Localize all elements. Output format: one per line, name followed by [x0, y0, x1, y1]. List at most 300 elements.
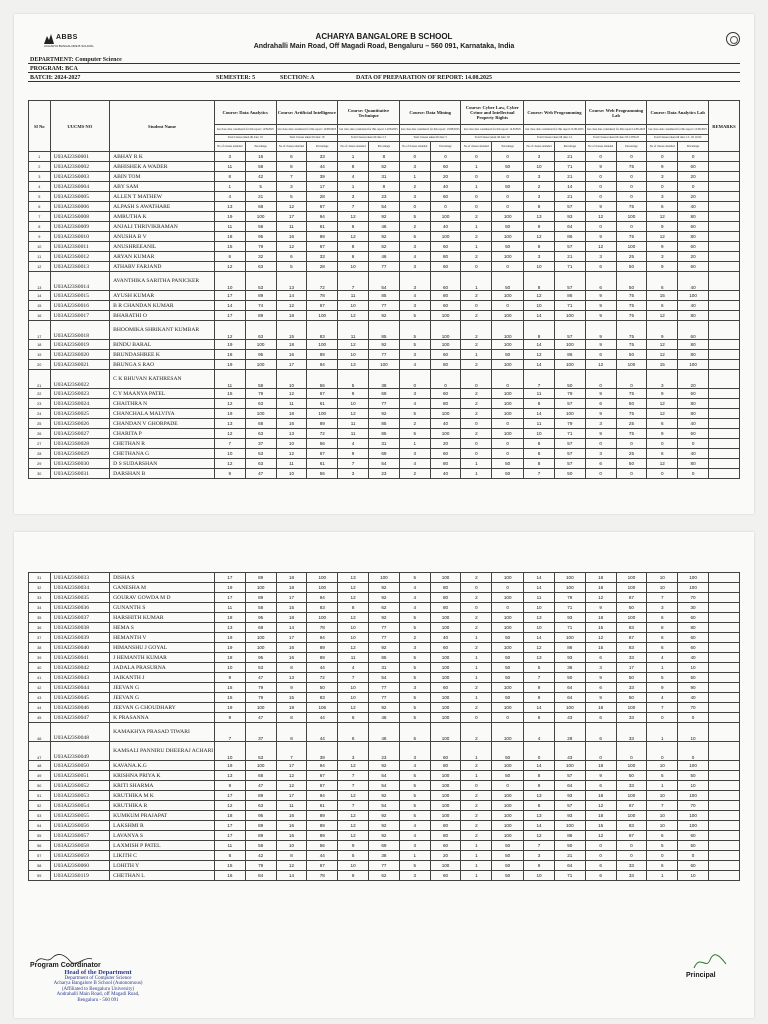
classes-attended-cell: 5: [399, 409, 430, 419]
classes-attended-cell: 11: [338, 429, 369, 439]
classes-attended-cell: 10: [214, 742, 245, 761]
classes-attended-cell: 8: [524, 321, 555, 340]
percentage-cell: 0: [616, 152, 647, 162]
classes-attended-cell: 6: [585, 683, 616, 693]
percentage-cell: 100: [678, 821, 709, 831]
classes-attended-cell: 0: [461, 603, 492, 613]
percentage-cell: 0: [492, 603, 524, 613]
percentage-cell: 93: [554, 811, 585, 821]
classes-attended-cell: 9: [585, 693, 616, 703]
classes-attended-cell: 12: [524, 291, 555, 301]
classes-attended-cell: 2: [461, 212, 492, 222]
classes-attended-cell: 1: [461, 871, 492, 881]
classes-attended-cell: 11: [214, 841, 245, 851]
remarks-cell: [708, 811, 739, 821]
classes-attended-cell: 0: [461, 301, 492, 311]
percentage-cell: 38: [368, 370, 399, 389]
classes-attended-cell: 0: [585, 182, 616, 192]
principal-signature: [690, 952, 730, 972]
course-last-date: last class date considered for this report: 13.08.2025: [647, 125, 709, 135]
classes-attended-cell: 11: [524, 593, 555, 603]
classes-attended-cell: 3: [399, 841, 430, 851]
percentage-cell: 80: [430, 459, 461, 469]
percentage-cell: 100: [430, 771, 461, 781]
sl-cell: 42: [29, 683, 51, 693]
percentage-cell: 21: [554, 192, 585, 202]
remarks-cell: [708, 761, 739, 771]
percentage-cell: 92: [369, 643, 400, 653]
classes-attended-cell: 5: [399, 723, 430, 742]
classes-attended-cell: 5: [399, 613, 430, 623]
percentage-cell: 20: [430, 851, 461, 861]
classes-attended-cell: 6: [647, 301, 678, 311]
remarks-cell: [708, 673, 739, 683]
col-header-percentage: Percentage: [245, 142, 276, 152]
percentage-cell: 60: [430, 262, 461, 272]
percentage-cell: 71: [554, 623, 585, 633]
remarks-cell: [709, 192, 740, 202]
percentage-cell: 63: [245, 429, 276, 439]
percentage-cell: 100: [492, 801, 524, 811]
percentage-cell: 71: [554, 603, 585, 613]
percentage-cell: 60: [678, 613, 709, 623]
classes-attended-cell: 0: [461, 583, 492, 593]
percentage-cell: 0: [616, 222, 647, 232]
classes-attended-cell: 0: [461, 713, 492, 723]
percentage-cell: 23: [368, 192, 399, 202]
classes-attended-cell: 12: [524, 232, 555, 242]
percentage-cell: 28: [307, 192, 338, 202]
uucms-cell: U03AI23S0024: [50, 399, 110, 409]
percentage-cell: 21: [245, 192, 276, 202]
classes-attended-cell: 10: [276, 469, 307, 479]
col-header-classes-attended: No of classes attended: [647, 142, 678, 152]
remarks-cell: [708, 593, 739, 603]
percentage-cell: 62: [368, 242, 399, 252]
classes-attended-cell: 0: [647, 439, 678, 449]
student-name-cell: C K BHUVAN KATHRESAN: [110, 370, 215, 389]
classes-attended-cell: 3: [399, 350, 430, 360]
percentage-cell: 89: [245, 311, 276, 321]
classes-attended-cell: 9: [338, 449, 369, 459]
classes-attended-cell: 12: [338, 613, 369, 623]
sl-cell: 12: [29, 262, 51, 272]
remarks-cell: [709, 262, 740, 272]
classes-attended-cell: 5: [399, 861, 430, 871]
classes-attended-cell: 0: [461, 152, 492, 162]
percentage-cell: 100: [430, 781, 461, 791]
percentage-cell: 21: [554, 172, 585, 182]
classes-attended-cell: 7: [338, 272, 369, 291]
percentage-cell: 100: [492, 811, 524, 821]
table-row: [29, 360, 740, 370]
student-name-cell: ATHARV FARJAND: [110, 262, 215, 272]
classes-attended-cell: 9: [524, 781, 555, 791]
percentage-cell: 0: [492, 713, 524, 723]
percentage-cell: 50: [554, 841, 585, 851]
classes-attended-cell: 7: [524, 469, 555, 479]
classes-attended-cell: 3: [647, 172, 678, 182]
percentage-cell: 75: [616, 429, 647, 439]
classes-attended-cell: 7: [214, 439, 245, 449]
uucms-cell: U03AI23S0016: [50, 301, 110, 311]
percentage-cell: 95: [245, 811, 276, 821]
classes-attended-cell: 0: [461, 449, 492, 459]
percentage-cell: 60: [430, 683, 461, 693]
classes-attended-cell: 0: [647, 152, 678, 162]
classes-attended-cell: 6: [585, 350, 616, 360]
table-row: [29, 399, 740, 409]
classes-attended-cell: 18: [214, 350, 245, 360]
percentage-cell: 86: [554, 643, 585, 653]
percentage-cell: 100: [616, 761, 647, 771]
remarks-cell: [709, 232, 740, 242]
percentage-cell: 92: [369, 831, 400, 841]
classes-attended-cell: 1: [461, 861, 492, 871]
uucms-cell: U03AI23S0005: [50, 192, 110, 202]
classes-attended-cell: 5: [399, 321, 430, 340]
uucms-cell: U03AI23S0002: [50, 162, 110, 172]
percentage-cell: 50: [554, 469, 585, 479]
remarks-cell: [709, 321, 740, 340]
attendance-table-page-2: [28, 572, 740, 881]
percentage-cell: 86: [554, 831, 585, 841]
percentage-cell: 85: [368, 321, 399, 340]
classes-attended-cell: 1: [461, 469, 492, 479]
percentage-cell: 75: [616, 409, 647, 419]
uucms-cell: U03AI23S0041: [50, 653, 110, 663]
uucms-cell: U03AI23S0059: [50, 851, 110, 861]
percentage-cell: 0: [678, 152, 709, 162]
percentage-cell: 80: [430, 593, 461, 603]
classes-attended-cell: 13: [276, 673, 307, 683]
percentage-cell: 43: [554, 742, 585, 761]
percentage-cell: 68: [245, 419, 276, 429]
remarks-cell: [708, 771, 739, 781]
remarks-cell: [709, 429, 740, 439]
uucms-cell: U03AI23S0051: [50, 771, 110, 781]
course-header-5: Course: Cyber Law, Cyber Crime and Intellectual Property Rights: [461, 101, 524, 125]
classes-attended-cell: 8: [524, 771, 555, 781]
percentage-cell: 72: [307, 673, 338, 683]
classes-attended-cell: 0: [647, 851, 678, 861]
table-row: [29, 781, 740, 791]
percentage-cell: 80: [430, 360, 461, 370]
percentage-cell: 79: [245, 683, 276, 693]
classes-attended-cell: 0: [461, 202, 492, 212]
percentage-cell: 80: [430, 399, 461, 409]
remarks-cell: [709, 222, 740, 232]
classes-attended-cell: 1: [461, 272, 492, 291]
percentage-cell: 0: [616, 172, 647, 182]
percentage-cell: 0: [678, 469, 709, 479]
remarks-cell: [709, 389, 740, 399]
remarks-cell: [709, 360, 740, 370]
classes-attended-cell: 9: [585, 291, 616, 301]
sl-cell: 1: [29, 152, 51, 162]
percentage-cell: 0: [492, 262, 524, 272]
classes-attended-cell: 6: [585, 262, 616, 272]
classes-attended-cell: 6: [276, 252, 307, 262]
percentage-cell: 80: [430, 583, 461, 593]
col-header-student: Student Name: [110, 101, 215, 152]
percentage-cell: 63: [245, 399, 276, 409]
sl-cell: 48: [29, 761, 51, 771]
sl-cell: 27: [29, 439, 51, 449]
classes-attended-cell: 18: [214, 811, 245, 821]
sl-cell: 14: [29, 291, 51, 301]
student-name-cell: K PRASANNA: [110, 713, 215, 723]
student-name-cell: HEMANTH V: [110, 633, 215, 643]
classes-attended-cell: 0: [461, 419, 492, 429]
classes-attended-cell: 1: [399, 851, 430, 861]
percentage-cell: 50: [492, 841, 524, 851]
remarks-cell: [708, 693, 739, 703]
percentage-cell: 63: [245, 801, 276, 811]
classes-attended-cell: 5: [399, 623, 430, 633]
classes-attended-cell: 8: [338, 603, 369, 613]
percentage-cell: 80: [430, 252, 461, 262]
classes-attended-cell: 12: [338, 311, 369, 321]
student-name-cell: J HEMANTH KUMAR: [110, 653, 215, 663]
classes-attended-cell: 6: [647, 202, 678, 212]
course-total-classes: Total Classes taken till date: 13- 10/ 10-02: [647, 135, 709, 142]
classes-attended-cell: 13: [524, 653, 555, 663]
percentage-cell: 50: [492, 242, 524, 252]
course-header-3: Course: Quantitative Technique: [338, 101, 400, 125]
percentage-cell: 100: [554, 583, 585, 593]
classes-attended-cell: 5: [276, 192, 307, 202]
classes-attended-cell: 19: [214, 360, 245, 370]
classes-attended-cell: 0: [461, 439, 492, 449]
percentage-cell: 53: [245, 742, 276, 761]
classes-attended-cell: 7: [338, 801, 369, 811]
percentage-cell: 32: [245, 252, 276, 262]
stamp-line: (Affiliated to Bengaluru University): [61, 986, 135, 992]
percentage-cell: 80: [678, 409, 709, 419]
student-name-cell: GUNANTH S: [110, 603, 215, 613]
percentage-cell: 100: [492, 703, 524, 713]
percentage-cell: 0: [492, 172, 524, 182]
classes-attended-cell: 0: [585, 192, 616, 202]
table-row: [29, 162, 740, 172]
classes-attended-cell: 7: [338, 781, 369, 791]
classes-attended-cell: 11: [276, 222, 307, 232]
classes-attended-cell: 0: [585, 370, 616, 389]
percentage-cell: 54: [368, 459, 399, 469]
percentage-cell: 33: [616, 861, 647, 871]
percentage-cell: 94: [307, 593, 338, 603]
classes-attended-cell: 14: [524, 633, 555, 643]
percentage-cell: 100: [307, 409, 338, 419]
percentage-cell: 100: [492, 613, 524, 623]
percentage-cell: 58: [245, 841, 276, 851]
classes-attended-cell: 16: [276, 350, 307, 360]
table-row: [29, 623, 740, 633]
classes-attended-cell: 4: [338, 663, 369, 673]
classes-attended-cell: 4: [399, 291, 430, 301]
classes-attended-cell: 5: [399, 781, 430, 791]
percentage-cell: 46: [368, 222, 399, 232]
remarks-cell: [709, 152, 740, 162]
classes-attended-cell: 8: [524, 202, 555, 212]
classes-attended-cell: 4: [399, 821, 430, 831]
percentage-cell: 100: [554, 573, 585, 583]
sl-cell: 23: [29, 399, 51, 409]
percentage-cell: 89: [245, 291, 276, 301]
sl-cell: 53: [29, 811, 51, 821]
classes-attended-cell: 15: [647, 291, 678, 301]
classes-attended-cell: 16: [276, 232, 307, 242]
classes-attended-cell: 3: [399, 242, 430, 252]
remarks-cell: [708, 683, 739, 693]
classes-attended-cell: 7: [647, 801, 678, 811]
remarks-cell: [709, 340, 740, 350]
classes-attended-cell: 5: [399, 693, 430, 703]
classes-attended-cell: 0: [585, 152, 616, 162]
uucms-cell: U03AI23S0029: [50, 449, 110, 459]
student-name-cell: ABY SAM: [110, 182, 215, 192]
uucms-cell: U03AI23S0050: [50, 761, 110, 771]
percentage-cell: 0: [492, 583, 524, 593]
percentage-cell: 50: [492, 742, 524, 761]
percentage-cell: 79: [245, 242, 276, 252]
sl-cell: 25: [29, 419, 51, 429]
percentage-cell: 77: [369, 861, 400, 871]
percentage-cell: 46: [369, 713, 400, 723]
classes-attended-cell: 12: [214, 399, 245, 409]
percentage-cell: 67: [307, 301, 338, 311]
seal-icon: [726, 32, 740, 46]
uucms-cell: U03AI23S0025: [50, 409, 110, 419]
percentage-cell: 74: [245, 301, 276, 311]
classes-attended-cell: 11: [338, 419, 369, 429]
classes-attended-cell: 2: [461, 801, 492, 811]
sl-cell: 36: [29, 623, 51, 633]
classes-attended-cell: 19: [276, 703, 307, 713]
percentage-cell: 77: [368, 399, 399, 409]
percentage-cell: 60: [430, 871, 461, 881]
percentage-cell: 40: [678, 272, 709, 291]
classes-attended-cell: 16: [276, 419, 307, 429]
classes-attended-cell: 9: [585, 340, 616, 350]
classes-attended-cell: 2: [461, 399, 492, 409]
col-header-classes-attended: No of classes attended: [461, 142, 492, 152]
classes-attended-cell: 18: [276, 311, 307, 321]
student-name-cell: LAVANYA S: [110, 831, 215, 841]
classes-attended-cell: 17: [276, 360, 307, 370]
percentage-cell: 100: [245, 633, 276, 643]
classes-attended-cell: 3: [399, 301, 430, 311]
classes-attended-cell: 11: [276, 801, 307, 811]
percentage-cell: 54: [368, 202, 399, 212]
classes-attended-cell: 6: [585, 399, 616, 409]
classes-attended-cell: 1: [461, 841, 492, 851]
percentage-cell: 80: [678, 623, 709, 633]
classes-attended-cell: 12: [524, 831, 555, 841]
student-name-cell: CHETHAN L: [110, 871, 215, 881]
table-row: [29, 242, 740, 252]
table-row: [29, 272, 740, 291]
percentage-cell: 100: [369, 573, 400, 583]
student-name-cell: D S SUDARSHAN: [110, 459, 215, 469]
classes-attended-cell: 19: [214, 633, 245, 643]
percentage-cell: 68: [245, 623, 276, 633]
classes-attended-cell: 7: [647, 703, 678, 713]
percentage-cell: 8: [368, 182, 399, 192]
classes-attended-cell: 3: [399, 262, 430, 272]
report-header: [28, 14, 740, 54]
student-name-cell: KAMSALI PANNIRU DHEERAJ ACHARI: [110, 742, 215, 761]
student-name-cell: KRUTHIKA M K: [110, 791, 215, 801]
classes-attended-cell: 14: [524, 573, 555, 583]
classes-attended-cell: 12: [338, 212, 369, 222]
classes-attended-cell: 10: [338, 399, 369, 409]
col-header-percentage: Percentage: [554, 142, 585, 152]
coordinator-signature-block: [30, 952, 160, 1016]
percentage-cell: 56: [307, 469, 338, 479]
table-row: [29, 182, 740, 192]
course-last-date: last class date considered for this report: 12/8/2025: [214, 125, 276, 135]
percentage-cell: 70: [678, 801, 709, 811]
uucms-cell: U03AI23S0057: [50, 831, 110, 841]
uucms-cell: U03AI23S0056: [50, 821, 110, 831]
remarks-cell: [709, 399, 740, 409]
classes-attended-cell: 5: [647, 841, 678, 851]
table-row: [29, 389, 740, 399]
sl-cell: 17: [29, 321, 51, 340]
percentage-cell: 94: [307, 791, 338, 801]
percentage-cell: 100: [368, 360, 399, 370]
classes-attended-cell: 5: [338, 370, 369, 389]
classes-attended-cell: 18: [214, 232, 245, 242]
percentage-cell: 92: [369, 791, 400, 801]
classes-attended-cell: 9: [214, 469, 245, 479]
percentage-cell: 64: [554, 861, 585, 871]
percentage-cell: 0: [492, 781, 524, 791]
percentage-cell: 79: [245, 389, 276, 399]
percentage-cell: 0: [616, 742, 647, 761]
classes-attended-cell: 9: [585, 603, 616, 613]
percentage-cell: 60: [678, 429, 709, 439]
classes-attended-cell: 16: [276, 653, 307, 663]
classes-attended-cell: 12: [276, 242, 307, 252]
percentage-cell: 100: [678, 761, 709, 771]
col-header-percentage: Percentage: [368, 142, 399, 152]
classes-attended-cell: 0: [461, 781, 492, 791]
classes-attended-cell: 13: [214, 419, 245, 429]
classes-attended-cell: 18: [276, 340, 307, 350]
percentage-cell: 0: [492, 301, 524, 311]
classes-attended-cell: 9: [276, 683, 307, 693]
classes-attended-cell: 19: [214, 409, 245, 419]
percentage-cell: 50: [492, 871, 524, 881]
classes-attended-cell: 3: [647, 192, 678, 202]
table-row: [29, 232, 740, 242]
classes-attended-cell: 3: [399, 742, 430, 761]
percentage-cell: 83: [616, 821, 647, 831]
classes-attended-cell: 15: [585, 643, 616, 653]
percentage-cell: 85: [368, 291, 399, 301]
percentage-cell: 0: [616, 851, 647, 861]
attendance-table-page-1: [28, 100, 740, 479]
percentage-cell: 33: [616, 653, 647, 663]
classes-attended-cell: 11: [338, 321, 369, 340]
remarks-cell: [708, 573, 739, 583]
classes-attended-cell: 8: [276, 162, 307, 172]
percentage-cell: 100: [616, 703, 647, 713]
table-row: [29, 291, 740, 301]
